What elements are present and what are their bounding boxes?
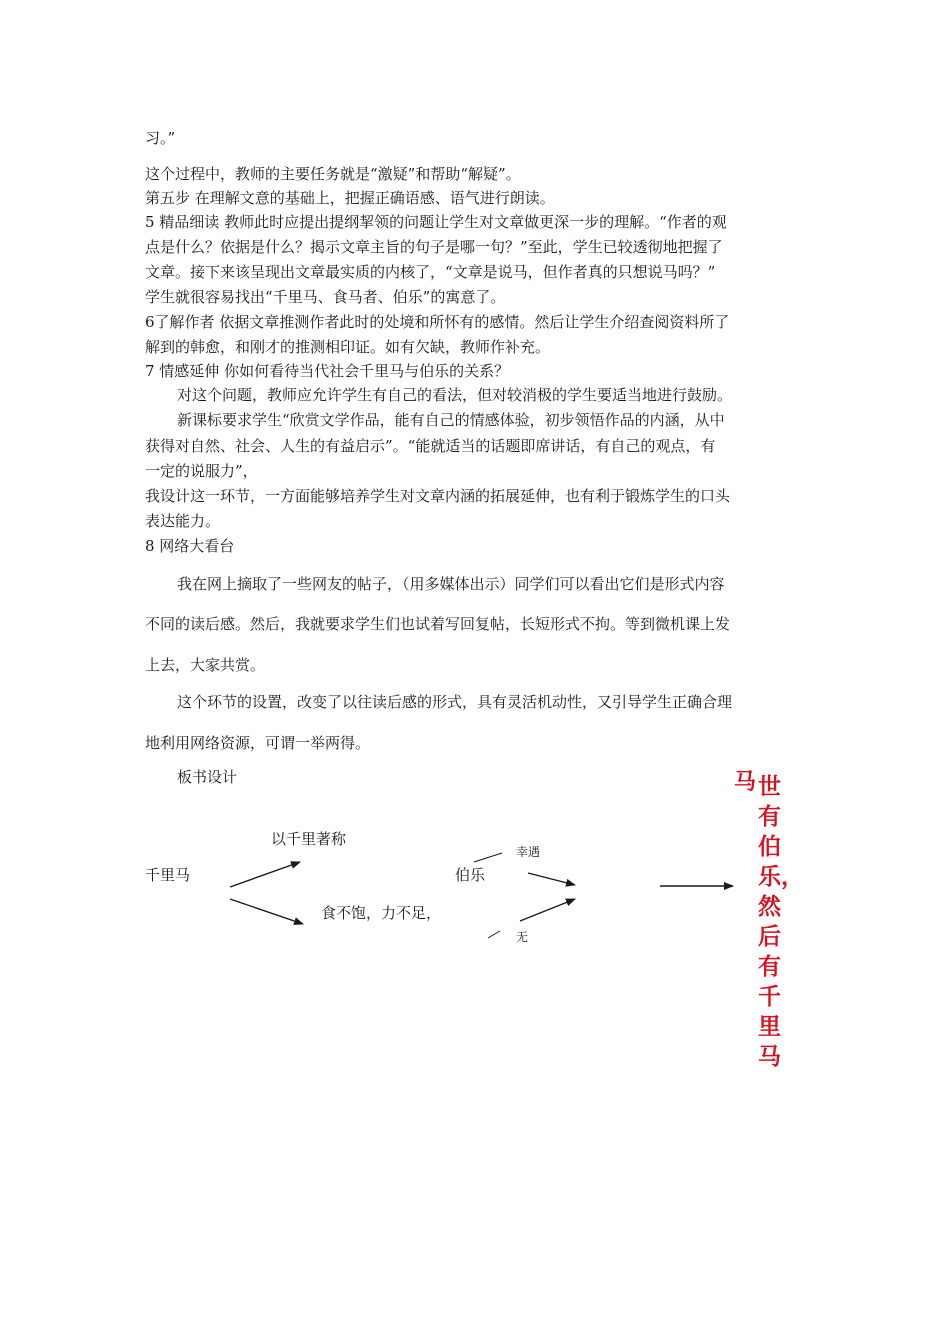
text-line: 这个环节的设置，改变了以往读后感的形式，具有灵活机动性，又引导学生正确合理: [177, 693, 733, 711]
arrow-to-shibubao: [230, 899, 303, 924]
text-line: 解到的韩愈，和刚才的推测相印证。如有欠缺，教师作补充。: [145, 338, 551, 356]
text-line: 我在网上摘取了一些网友的帖子，（用多媒体出示）同学们可以看出它们是形式内容: [177, 575, 725, 593]
arrow-wu: [520, 899, 575, 921]
diagram-qianlima: 千里马: [145, 866, 191, 884]
diagram-shibubao: 食不饱，力不足，: [321, 904, 442, 922]
text-line: 板书设计: [177, 768, 238, 786]
diagram-zhuocheng: 以千里著称: [271, 830, 347, 848]
text-line: 点是什么？依据是什么？揭示文章主旨的句子是哪一句？”至此，学生已较透彻地把握了: [145, 238, 723, 256]
diagram-wu: 无: [516, 930, 529, 944]
text-line: 这个过程中，教师的主要任务就是“激疑”和帮助“解疑”。: [145, 165, 521, 183]
tick-wu: [488, 931, 500, 938]
text-line: 表达能力。: [145, 512, 221, 530]
tick-xingyu: [474, 853, 502, 862]
text-line: 学生就很容易找出“千里马、食马者、伯乐”的寓意了。: [145, 288, 506, 306]
text-line: 7 情感延伸 你如何看待当代社会千里马与伯乐的关系？: [145, 362, 510, 380]
text-line: 上去，大家共赏。: [145, 656, 266, 674]
text-line: 习。”: [145, 129, 176, 147]
text-line: 地利用网络资源，可谓一举两得。: [145, 734, 371, 752]
text-line: 新课标要求学生“欣赏文学作品，能有自己的情感体验，初步领悟作品的内涵，从中: [177, 411, 725, 429]
text-line: 6了解作者 依据文章推测作者此时的处境和所怀有的感情。然后让学生介绍查阅资料所了: [145, 313, 730, 331]
text-line: 获得对自然、社会、人生的有益启示”。“能就适当的话题即席讲话，有自己的观点，有: [145, 437, 716, 455]
text-line: 一定的说服力”，: [145, 462, 258, 480]
arrow-to-zhuocheng: [230, 862, 300, 887]
diagram-xingyu: 幸遇: [516, 845, 541, 859]
conclusion-text: 世有伯乐，然后有千里马: [758, 774, 804, 1070]
text-line: 我设计这一环节，一方面能够培养学生对文章内涵的拓展延伸，也有利于锻炼学生的口头: [145, 487, 731, 505]
text-line: 对这个问题，教师应允许学生有自己的看法，但对较消极的学生要适当地进行鼓励。: [177, 386, 733, 404]
text-line: 第五步 在理解文意的基础上，把握正确语感、语气进行朗读。: [145, 189, 555, 207]
arrow-xingyu: [528, 873, 575, 885]
text-line: 不同的读后感。然后，我就要求学生们也试着写回复帖，长短形式不拘。等到微机课上发: [145, 615, 731, 633]
diagram-bole: 伯乐: [455, 866, 486, 884]
text-line: 文章。接下来该呈现出文章最实质的内核了，“文章是说马，但作者真的只想说马吗？”: [145, 263, 716, 281]
conclusion-fragment: 马: [734, 770, 757, 795]
text-line: 5 精品细读 教师此时应提出提纲挈领的问题让学生对文章做更深一步的理解。“作者的观: [145, 213, 727, 231]
text-line: 8 网络大看台: [145, 537, 235, 555]
